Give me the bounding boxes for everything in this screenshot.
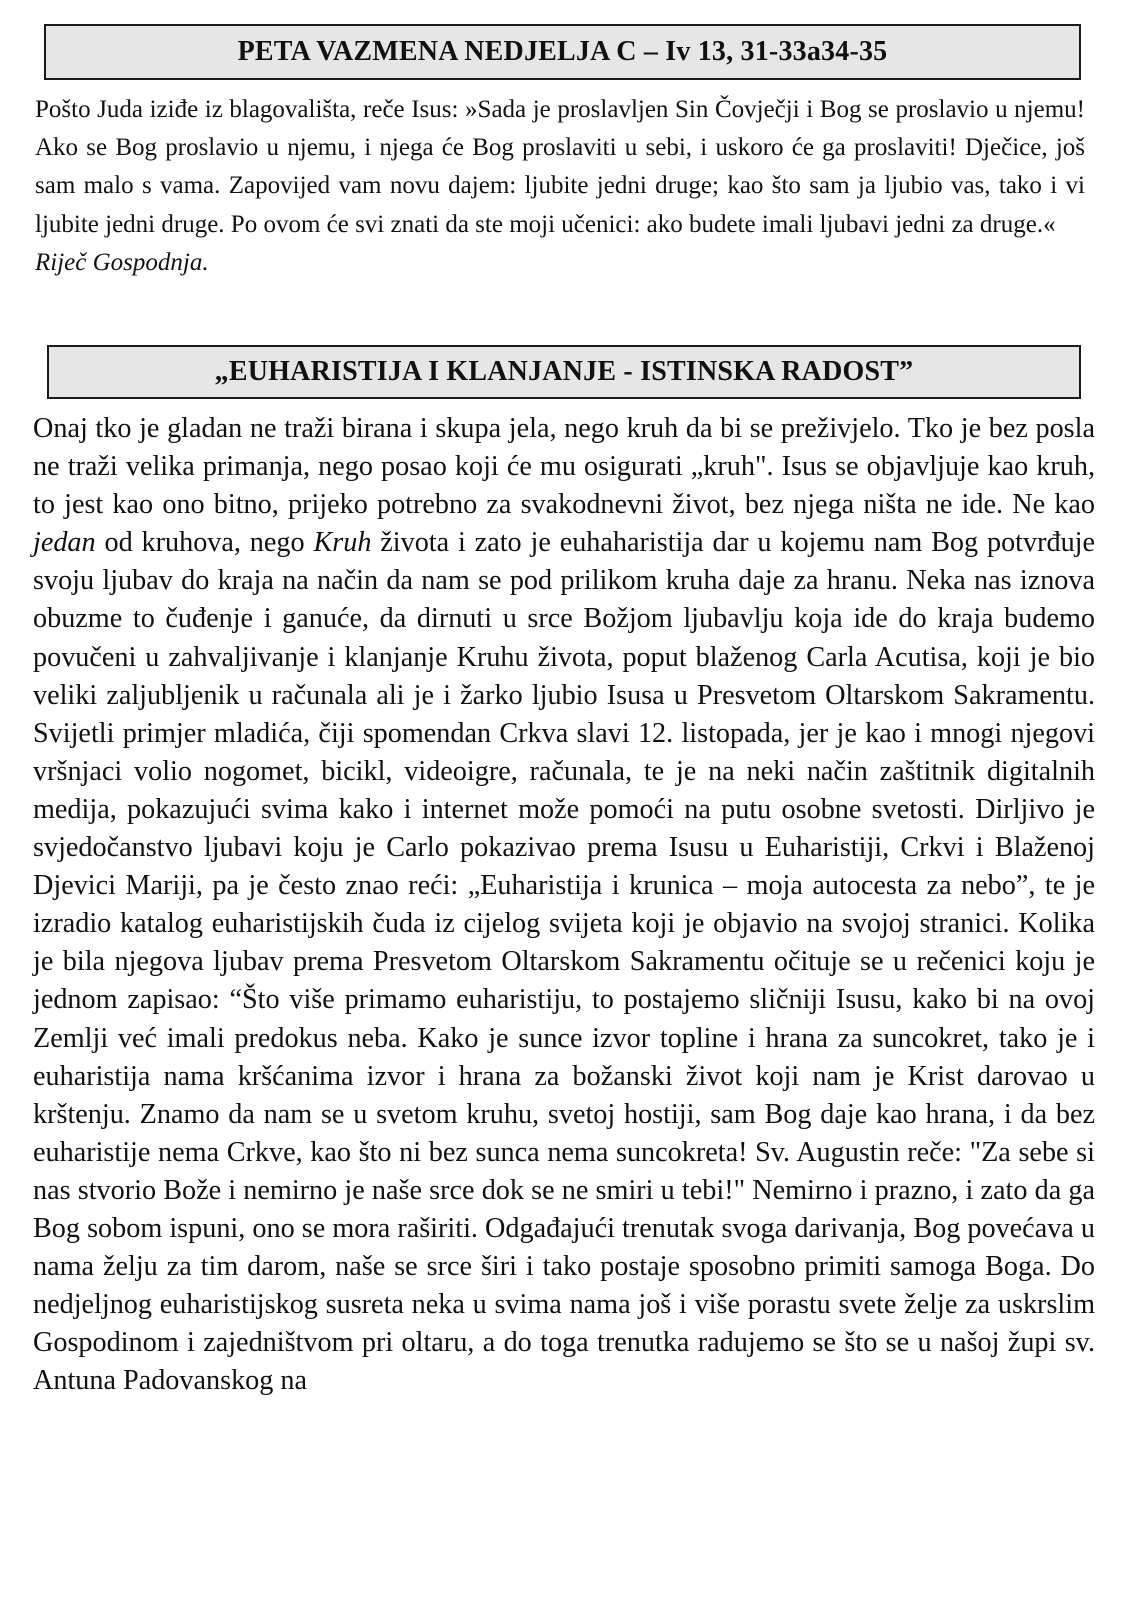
article-text-part2: od kruhova, nego (104, 527, 305, 559)
article-heading (47, 345, 1081, 399)
gospel-heading (44, 24, 1081, 80)
article-text-part3: života i zato je euhaharistija dar u kojemu nam Bog potvrđuje svoju ljubav do kraja na način da nam se pod prilikom kruha daje za hranu. Neka nas iznova obuzme to čuđenje i ganuće, da dirnuti u srce Božjom ljubavlju koja ide do kraja budemo povučeni u zahvaljivanje i klanjanje Kruhu života, poput blaženog Carla Acutisa, koji je bio veliki zaljubljenik u računala ali je i žarko ljubio Isusa u Presvetom Oltarskom Sakramentu. Svijetli primjer mladića, čiji spomendan Crkva slavi 12. listopada, jer je kao i mnogi njegovi vršnjaci volio nogomet, bicikl, videoigre, računala, te je na neki način zaštitnik digitalnih medija, pokazujući svima kako i internet može pomoći na putu osobne svetosti. Dirljivo je svjedočanstvo ljubavi koju je Carlo pokazivao prema Isusu u Euharistiji, Crkvi i Blaženoj Djevici Mariji, pa je često znao reći: „Euharistija i krunica – moja autocesta za nebo”, te je izradio katalog euharistijskih čuda iz cijelog svijeta koji je objavio na svojoj stranici. Kolika je bila njegova ljubav prema Presvetom Oltarskom Sakramentu očituje se u rečenici koju je jednom zapisao: “Što više primamo euharistiju, to postajemo sličniji Isusu, kako bi na ovoj Zemlji već imali predokus neba. Kako je sunce izvor topline i hrana za suncokret, tako je i euharistija nama kršćanima izvor i hrana za božanski život koji nam je Krist darovao u krštenju. Znamo da nam se u svetom kruhu, svetoj hostiji, sam Bog daje kao hrana, i da bez euharistije nema Crkve, kao što ni bez sunca nema suncokreta! Sv. Augustin reče: "Za sebe si nas stvorio Bože i nemirno je naše srce dok se ne smiri u tebi!" Nemirno i prazno, i zato da ga Bog sobom ispuni, ono se mora raširiti. Odgađajući trenutak svoga darivanja, Bog povećava u nama želju za tim darom, naše se srce širi i tako postaje sposobno primiti samoga Boga. Do nedjeljnog euharistijskog susreta neka u svima nama još i više porastu svete želje za uskrslim Gospodinom i zajedništvom pri oltaru, a do toga trenutka radujemo se što se u našoj župi sv. Antuna Padovanskog na (33, 527, 1096, 1397)
gospel-heading-text: PETA VAZMENA NEDJELJA C – Iv 13, 31-33a34-35 (237, 36, 888, 67)
gospel-text: Pošto Juda iziđe iz blagovališta, reče Isus: »Sada je proslavljen Sin Čovječji i Bog se proslavio u njemu! Ako se Bog proslavio u njemu, i njega će Bog proslaviti u sebi, i uskoro će ga proslaviti! Dječice, još sam malo s vama. Zapovijed vam novu dajem: ljubite jedni druge; kao što sam ja ljubio vas, tako i vi ljubite jedni druge. Po ovom će svi znati da ste moji učenici: ako budete imali ljubavi jedni za druge.« (35, 96, 1085, 238)
gospel-closing: Riječ Gospodnja. (35, 248, 209, 276)
article-body (33, 410, 1095, 1400)
article-heading-text: „EUHARISTIJA I KLANJANJE - ISTINSKA RADOST” (214, 356, 914, 387)
gospel-reading (35, 91, 1085, 282)
article-text-part1: Onaj tko je gladan ne traži birana i skupa jela, nego kruh da bi se preživjelo. Tko je bez posla ne traži velika primanja, nego posao koji će mu osigurati „kruh". Isus se objavljuje kao kruh, to jest kao ono bitno, prijeko potrebno za svakodnevni život, bez njega ništa ne ide. Ne kao (33, 413, 1095, 521)
article-emphasis-kruh: Kruh (313, 527, 372, 559)
article-emphasis-jedan: jedan (33, 527, 96, 559)
